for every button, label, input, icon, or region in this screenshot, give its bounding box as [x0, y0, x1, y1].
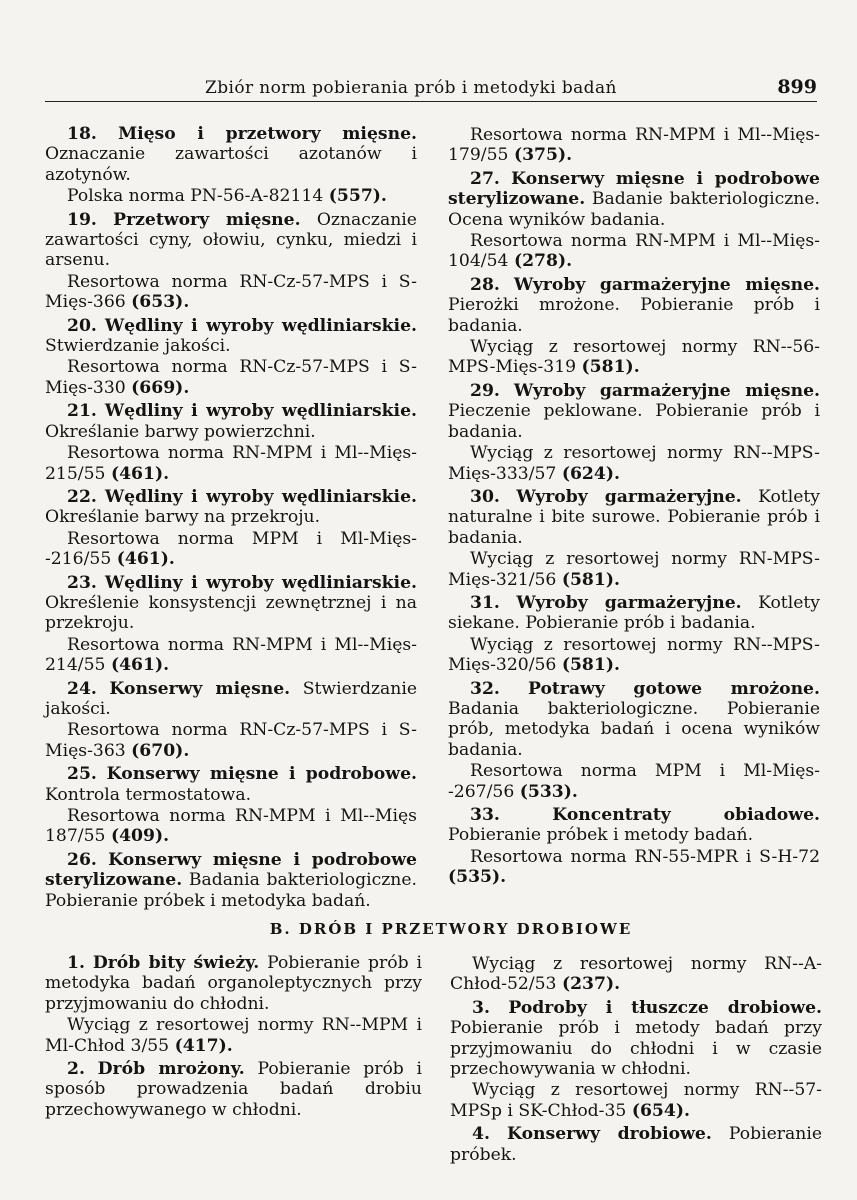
entry-text: Badania bakteriologiczne. Pobieranie prób, metodyka badań i ocena wyników badania.: [448, 698, 820, 760]
norm-entry: [450, 998, 822, 1121]
entry-number: 30.: [470, 486, 500, 507]
entry-heading: Wędliny i wyroby wędliniarskie.: [104, 315, 417, 336]
entry-source: [45, 635, 417, 676]
source-ref: (461).: [110, 463, 170, 484]
source-ref: (654).: [631, 1100, 690, 1121]
entry-description: [45, 210, 417, 271]
source-text: Wyciąg z resortowej normy RN--A-Chłod-52/53: [450, 954, 822, 995]
entry-description: [45, 316, 417, 357]
source-ref: (409).: [110, 826, 170, 847]
entry-heading: Konserwy mięsne i podrobowe.: [106, 764, 417, 785]
entry-source: [448, 761, 820, 802]
entry-description: [45, 850, 417, 911]
source-text: Resortowa norma RN-Cz-57-MPS i S-Mięs-366: [45, 271, 417, 313]
entry-source: [448, 635, 820, 676]
entry-number: 26.: [67, 849, 97, 870]
entry-text: Badania bakteriologiczne. Pobieranie próbek i metodyka badań.: [45, 870, 418, 911]
entry-text: Stwierdzanie jakości.: [45, 678, 418, 719]
entry-text: Pobieranie próbek.: [450, 1124, 822, 1165]
entry-description: [45, 953, 422, 1014]
entry-source: [45, 529, 417, 570]
source-text: Resortowa norma RN-Cz-57-MPS i S-Mięs-363: [45, 720, 417, 761]
norm-entry: [448, 125, 820, 166]
source-ref: (653).: [131, 292, 190, 313]
source-ref: (237).: [561, 974, 621, 995]
entry-number: 23.: [67, 572, 97, 593]
entry-source: [448, 847, 820, 888]
bottom-right-column: [450, 953, 822, 1168]
entry-heading: Konserwy mięsne i podrobowe sterylizowane.: [45, 849, 417, 891]
entry-description: [45, 401, 417, 442]
source-ref: (278).: [513, 251, 573, 272]
norm-entry: [45, 764, 417, 847]
entry-number: 32.: [470, 678, 500, 699]
entry-source: [45, 806, 417, 847]
entry-number: 1.: [67, 953, 85, 973]
entry-number: 4.: [472, 1124, 490, 1145]
source-text: Wyciąg z resortowej normy RN-MPS-Mięs-321/56: [448, 549, 820, 590]
source-text: Resortowa norma RN-MPM i Ml--Mięs 187/55: [45, 806, 417, 847]
entry-number: 24.: [67, 678, 97, 699]
entry-source: [448, 549, 820, 590]
entry-heading: Podroby i tłuszcze drobiowe.: [508, 997, 823, 1018]
running-title: Zbiór norm pobierania prób i metodyki badań: [205, 78, 617, 98]
entry-text: Pobieranie prób i metodyka badań organoleptycznych przy przyjmowaniu do chłodni.: [45, 953, 422, 1014]
norm-entry: [45, 953, 422, 1056]
norm-entry: [45, 679, 417, 762]
entry-number: 21.: [67, 401, 97, 422]
entry-number: 25.: [67, 764, 97, 785]
source-ref: (581).: [561, 569, 620, 590]
entry-description: [448, 381, 820, 442]
entry-heading: Drób bity świeży.: [92, 953, 260, 973]
source-ref: (670).: [131, 740, 190, 761]
source-text: Resortowa norma RN-55-MPR i S-H-72: [470, 846, 820, 867]
norm-entry: [45, 850, 417, 911]
entry-description: [45, 764, 417, 805]
entry-heading: Mięso i przetwory mięsne.: [118, 124, 417, 144]
entry-source: [448, 231, 820, 272]
source-ref: (581).: [561, 655, 620, 676]
norm-entry: [448, 169, 820, 272]
entry-description: [45, 487, 417, 528]
entry-description: [45, 573, 417, 634]
entry-text: Pieczenie peklowane. Pobieranie prób i badania.: [448, 401, 820, 442]
norm-entry: [448, 487, 820, 590]
source-text: Wyciąg z resortowej normy RN--MPS-Mięs-320/56: [448, 634, 820, 676]
entry-heading: Potrawy gotowe mrożone.: [527, 678, 820, 699]
section-title: B. DRÓB I PRZETWORY DROBIOWE: [269, 920, 633, 938]
entry-description: [450, 998, 822, 1080]
entry-heading: Wyroby garmażeryjne mięsne.: [513, 380, 820, 401]
entry-description: [448, 805, 820, 846]
norm-entry: [448, 381, 820, 484]
source-text: Wyciąg z resortowej normy RN--MPS-Mięs-333/57: [448, 443, 820, 484]
source-ref: (535).: [448, 867, 507, 888]
entry-description: [448, 487, 820, 548]
entry-heading: Wędliny i wyroby wędliniarskie.: [104, 401, 417, 422]
entry-description: [448, 275, 820, 336]
entry-text: Określenie konsystencji zewnętrznej i na przekroju.: [45, 592, 417, 634]
entry-source: [450, 1080, 822, 1121]
entry-source: [448, 125, 820, 166]
norm-entry: [45, 124, 417, 207]
norm-entry: [45, 1059, 422, 1120]
entry-number: 27.: [470, 168, 500, 189]
source-text: Resortowa norma RN-MPM i Ml--Mięs-104/54: [448, 231, 820, 272]
entry-heading: Wędliny i wyroby wędliniarskie.: [104, 486, 417, 507]
entry-source: [45, 272, 417, 313]
source-text: Resortowa norma RN-MPM i Ml--Mięs-215/55: [45, 443, 417, 484]
entry-heading: Wędliny i wyroby wędliniarskie.: [104, 572, 417, 593]
norm-entry: [448, 805, 820, 888]
entry-text: Stwierdzanie jakości.: [45, 336, 231, 357]
entry-text: Określanie barwy na przekroju.: [45, 507, 321, 528]
entry-number: 3.: [472, 997, 490, 1018]
norm-entry: [45, 210, 417, 313]
entry-heading: Konserwy drobiowe.: [507, 1124, 712, 1145]
norm-entry: [448, 593, 820, 676]
entry-number: 20.: [67, 315, 97, 336]
source-ref: (533).: [519, 781, 578, 802]
entry-source: [448, 337, 820, 378]
norm-entry: [450, 954, 822, 995]
entry-description: [45, 124, 417, 185]
entry-description: [448, 679, 820, 761]
entry-heading: Konserwy mięsne i podrobowe sterylizowane.: [448, 168, 820, 210]
source-text: Wyciąg z resortowej normy RN--56-MPS-Mięs-319: [448, 337, 820, 378]
entry-source: [450, 954, 822, 995]
entry-heading: Drób mrożony.: [97, 1059, 245, 1080]
norm-entry: [450, 1124, 822, 1165]
source-text: Polska norma PN-56-A-82114: [67, 186, 324, 207]
source-ref: (375).: [513, 145, 573, 166]
entry-number: 28.: [470, 274, 500, 295]
page-number: 899: [777, 76, 817, 98]
entry-text: Badanie bakteriologiczne. Ocena wyników badania.: [448, 189, 820, 230]
source-ref: (669).: [131, 377, 190, 398]
norm-entry: [45, 316, 417, 399]
source-text: Resortowa norma MPM i Ml-Mięs--216/55: [45, 528, 417, 570]
left-column: [45, 124, 417, 914]
entry-source: [448, 443, 820, 484]
norm-entry: [45, 573, 417, 676]
entry-number: 31.: [470, 592, 500, 613]
entry-number: 18.: [67, 124, 97, 144]
norm-entry: [45, 401, 417, 484]
entry-text: Określanie barwy powierzchni.: [45, 421, 316, 442]
source-text: Wyciąg z resortowej normy RN--MPM i Ml-Chłod 3/55: [45, 1015, 422, 1056]
source-ref: (557).: [328, 186, 387, 207]
norm-entry: [45, 487, 417, 570]
entry-heading: Wyroby garmażeryjne.: [516, 592, 742, 613]
source-text: Resortowa norma RN-MPM i Ml--Mięs-214/55: [45, 634, 417, 676]
entry-heading: Wyroby garmażeryjne.: [516, 486, 742, 507]
entry-description: [45, 1059, 422, 1120]
entry-text: Pobieranie próbek i metody badań.: [448, 825, 754, 846]
entry-source: [45, 720, 417, 761]
entry-number: 33.: [470, 805, 500, 825]
bottom-left-column: [45, 953, 422, 1123]
source-ref: (461).: [116, 549, 175, 570]
entry-heading: Przetwory mięsne.: [113, 209, 301, 230]
entry-text: Oznaczanie zawartości azotanów i azotynów.: [45, 144, 417, 185]
source-text: Wyciąg z resortowej normy RN--57-MPSp i SK-Chłod-35: [450, 1080, 822, 1121]
entry-number: 22.: [67, 486, 97, 507]
entry-source: [45, 357, 417, 398]
entry-text: Pobieranie prób i metody badań przy przyjmowaniu do chłodni i w czasie przechowywania w chłodni.: [450, 1018, 822, 1080]
page-header: [45, 72, 817, 102]
norm-entry: [448, 679, 820, 802]
entry-text: Kotlety siekane. Pobieranie prób i badania.: [448, 592, 820, 634]
source-ref: (461).: [110, 655, 170, 676]
entry-text: Kotlety naturalne i bite surowe. Pobieranie prób i badania.: [448, 486, 820, 548]
entry-description: [448, 169, 820, 230]
source-text: Resortowa norma RN-Cz-57-MPS i S-Mięs-330: [45, 357, 417, 398]
entry-text: Oznaczanie zawartości cyny, ołowiu, cynku, miedzi i arsenu.: [45, 209, 417, 271]
source-ref: (624).: [561, 463, 620, 484]
entry-description: [448, 593, 820, 634]
entry-number: 29.: [470, 380, 500, 401]
right-column: [448, 124, 820, 891]
entry-source: [45, 443, 417, 484]
entry-number: 2.: [67, 1059, 85, 1080]
entry-text: Kontrola termostatowa.: [45, 784, 252, 805]
entry-heading: Wyroby garmażeryjne mięsne.: [513, 274, 820, 295]
norm-entry: [448, 275, 820, 378]
entry-description: [45, 679, 417, 720]
entry-heading: Koncentraty obiadowe.: [552, 805, 820, 825]
entry-text: Pierożki mrożone. Pobieranie prób i badania.: [448, 295, 820, 336]
entry-source: [45, 1015, 422, 1056]
source-text: Resortowa norma RN-MPM i Ml--Mięs-179/55: [448, 125, 820, 166]
entry-source: [45, 186, 417, 206]
entry-text: Pobieranie prób i sposób prowadzenia badań drobiu przechowywanego w chłodni.: [45, 1059, 422, 1120]
entry-number: 19.: [67, 209, 97, 230]
source-ref: (581).: [581, 357, 640, 378]
entry-heading: Konserwy mięsne.: [109, 678, 291, 699]
source-ref: (417).: [174, 1035, 233, 1056]
entry-description: [450, 1124, 822, 1165]
source-text: Resortowa norma MPM i Ml-Mięs--267/56: [448, 761, 820, 802]
